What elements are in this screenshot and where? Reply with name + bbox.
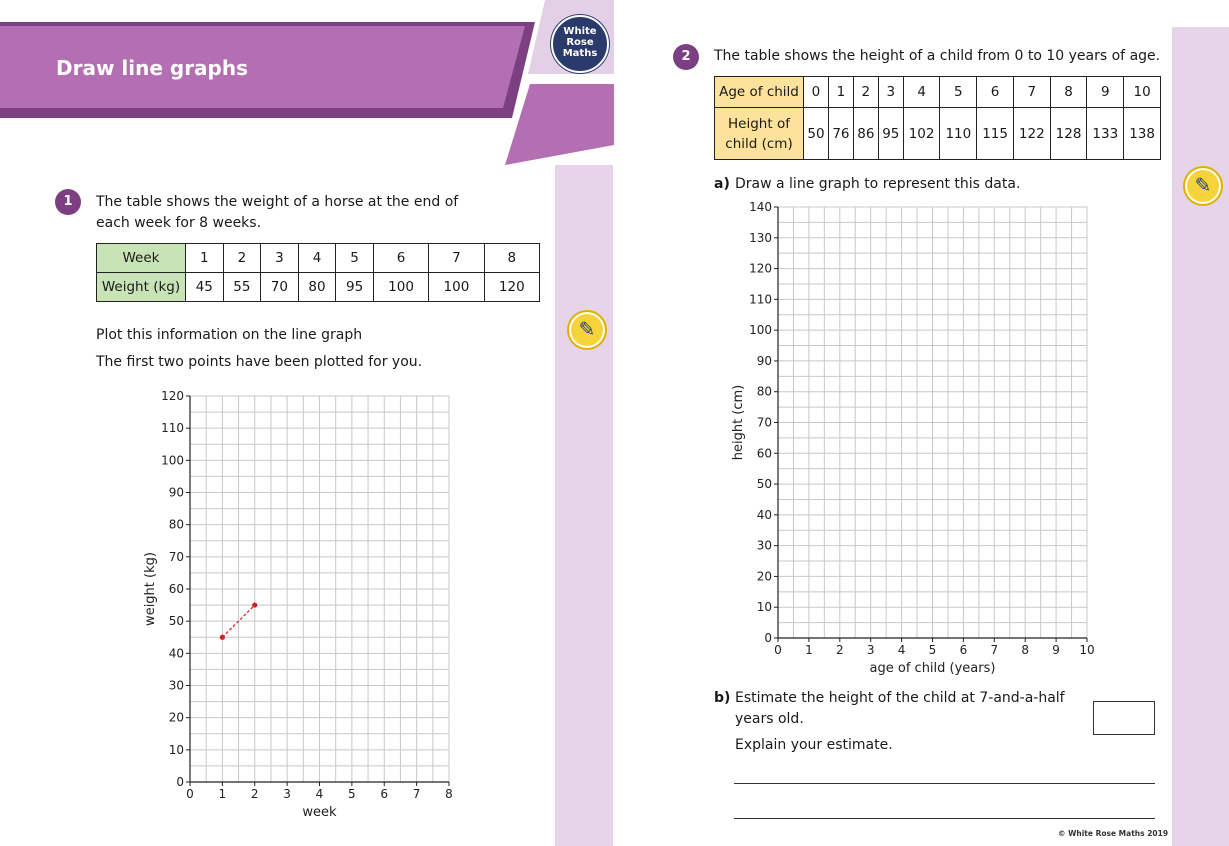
y-tick-label: 10 <box>168 742 184 757</box>
right-page-side-strip <box>1172 27 1229 846</box>
row-header-weight: Weight (kg) <box>97 273 186 302</box>
y-tick-label: 120 <box>749 261 772 276</box>
pencil-icon: ✎ <box>1183 166 1223 206</box>
question-2-text: The table shows the height of a child from 0 to 10 years of age. <box>714 48 1161 64</box>
y-tick-label: 140 <box>749 200 772 214</box>
data-point <box>252 602 257 607</box>
table-cell: 45 <box>186 273 224 302</box>
table-cell: 4 <box>903 77 940 108</box>
y-tick-label: 10 <box>756 600 772 615</box>
table-cell: 95 <box>336 273 374 302</box>
row-header-height: Height of child (cm) <box>715 108 804 160</box>
table-cell: 8 <box>1050 77 1087 108</box>
table-cell: 10 <box>1124 77 1161 108</box>
y-tick-label: 90 <box>756 353 772 368</box>
y-tick-label: 70 <box>756 415 772 430</box>
table-row <box>97 244 540 273</box>
y-tick-label: 60 <box>756 446 772 461</box>
row-header-age: Age of child <box>715 77 804 108</box>
row-header-week: Week <box>97 244 186 273</box>
table-cell: 3 <box>878 77 903 108</box>
x-tick-label: 6 <box>380 787 389 801</box>
y-tick-label: 40 <box>168 646 184 661</box>
question-number-1: 1 <box>55 189 81 215</box>
page-title: Draw line graphs <box>56 56 249 80</box>
question-1-text: The table shows the weight of a horse at the end of each week for 8 weeks. <box>96 194 459 231</box>
y-tick-label: 60 <box>168 582 184 596</box>
logo-line-1: White <box>563 26 597 37</box>
x-tick-label: 10 <box>1079 643 1095 657</box>
logo-line-2: Rose <box>566 37 594 48</box>
table-cell: 95 <box>878 108 903 160</box>
table-cell: 115 <box>977 108 1014 160</box>
y-tick-label: 80 <box>168 517 184 532</box>
table-cell: 70 <box>261 273 299 302</box>
y-tick-label: 50 <box>168 614 184 629</box>
x-tick-label: 6 <box>959 643 968 657</box>
table-cell: 100 <box>373 273 428 302</box>
question-number-2: 2 <box>673 44 699 70</box>
y-tick-label: 20 <box>168 710 184 725</box>
y-tick-label: 130 <box>749 230 772 245</box>
x-tick-label: 0 <box>774 643 782 657</box>
y-tick-label: 90 <box>168 485 184 500</box>
pencil-icon: ✎ <box>567 310 607 350</box>
table-row <box>715 77 1161 108</box>
table-cell: 6 <box>977 77 1014 108</box>
part-b-label: b) <box>714 690 731 706</box>
x-tick-label: 7 <box>990 643 999 657</box>
table-cell: 100 <box>429 273 484 302</box>
table-cell: 9 <box>1087 77 1124 108</box>
title-banner <box>0 0 614 170</box>
height-line-graph[interactable] <box>720 196 1110 686</box>
x-tick-label: 7 <box>412 787 421 801</box>
table-cell: 7 <box>1013 77 1050 108</box>
y-axis-label: height (cm) <box>731 384 746 461</box>
logo-line-3: Maths <box>562 48 598 59</box>
table-cell: 86 <box>853 108 878 160</box>
table-cell: 7 <box>429 244 484 273</box>
table-cell: 5 <box>940 77 977 108</box>
table-cell: 4 <box>298 244 336 273</box>
table-cell: 5 <box>336 244 374 273</box>
left-page-side-strip <box>555 165 613 846</box>
y-tick-label: 0 <box>176 775 184 789</box>
y-tick-label: 20 <box>756 569 772 584</box>
part-a-label: a) <box>714 176 730 192</box>
table-cell: 138 <box>1124 108 1161 160</box>
explain-text: Explain your estimate. <box>735 737 893 753</box>
y-tick-label: 110 <box>161 421 184 436</box>
part-a-text: Draw a line graph to represent this data. <box>735 176 1021 192</box>
y-tick-label: 40 <box>756 507 772 522</box>
table-cell: 8 <box>484 244 539 273</box>
table-cell: 1 <box>828 77 853 108</box>
answer-line[interactable] <box>734 818 1155 819</box>
table-cell: 50 <box>804 108 829 160</box>
child-height-table <box>714 76 1161 160</box>
y-tick-label: 30 <box>756 538 772 553</box>
x-tick-label: 0 <box>186 787 194 801</box>
y-tick-label: 100 <box>749 323 772 338</box>
x-tick-label: 2 <box>250 787 259 801</box>
y-tick-label: 110 <box>749 292 772 307</box>
part-b-text: Estimate the height of the child at 7-and-a-half years old. <box>735 690 1065 727</box>
table-row <box>715 108 1161 160</box>
y-tick-label: 100 <box>161 453 184 468</box>
table-cell: 55 <box>223 273 261 302</box>
x-tick-label: 3 <box>283 787 291 801</box>
question-1-instruction: Plot this information on the line graph <box>96 327 363 343</box>
horse-weight-table <box>96 243 540 302</box>
x-tick-label: 5 <box>928 643 937 657</box>
table-cell: 76 <box>828 108 853 160</box>
table-cell: 102 <box>903 108 940 160</box>
x-tick-label: 4 <box>315 787 324 801</box>
x-tick-label: 2 <box>835 643 844 657</box>
data-point <box>220 635 225 640</box>
table-cell: 1 <box>186 244 224 273</box>
answer-line[interactable] <box>734 783 1155 784</box>
table-cell: 0 <box>804 77 829 108</box>
copyright-footer: © White Rose Maths 2019 <box>1058 829 1169 838</box>
x-tick-label: 1 <box>218 787 227 801</box>
y-tick-label: 80 <box>756 384 772 399</box>
table-cell: 133 <box>1087 108 1124 160</box>
weight-line-graph[interactable] <box>130 380 470 830</box>
y-tick-label: 120 <box>161 389 184 403</box>
x-tick-label: 5 <box>348 787 356 801</box>
x-tick-label: 9 <box>1052 643 1060 657</box>
question-1-note: The first two points have been plotted for you. <box>96 354 423 370</box>
table-cell: 3 <box>261 244 299 273</box>
x-axis-label: week <box>302 805 337 820</box>
x-tick-label: 1 <box>805 643 813 657</box>
table-row <box>97 273 540 302</box>
table-cell: 2 <box>223 244 261 273</box>
x-tick-label: 8 <box>1021 643 1030 657</box>
table-cell: 128 <box>1050 108 1087 160</box>
x-tick-label: 4 <box>897 643 906 657</box>
table-cell: 122 <box>1013 108 1050 160</box>
table-cell: 80 <box>298 273 336 302</box>
table-cell: 120 <box>484 273 539 302</box>
x-tick-label: 3 <box>866 643 875 657</box>
x-axis-label: age of child (years) <box>869 661 996 676</box>
table-cell: 6 <box>373 244 428 273</box>
answer-box[interactable] <box>1093 701 1155 735</box>
table-cell: 2 <box>853 77 878 108</box>
white-rose-maths-logo <box>551 15 609 73</box>
table-cell: 110 <box>940 108 977 160</box>
y-tick-label: 0 <box>764 631 772 645</box>
y-tick-label: 70 <box>168 549 184 564</box>
y-axis-label: weight (kg) <box>143 552 158 626</box>
y-tick-label: 30 <box>168 678 184 693</box>
y-tick-label: 50 <box>756 477 772 492</box>
x-tick-label: 8 <box>445 787 453 801</box>
